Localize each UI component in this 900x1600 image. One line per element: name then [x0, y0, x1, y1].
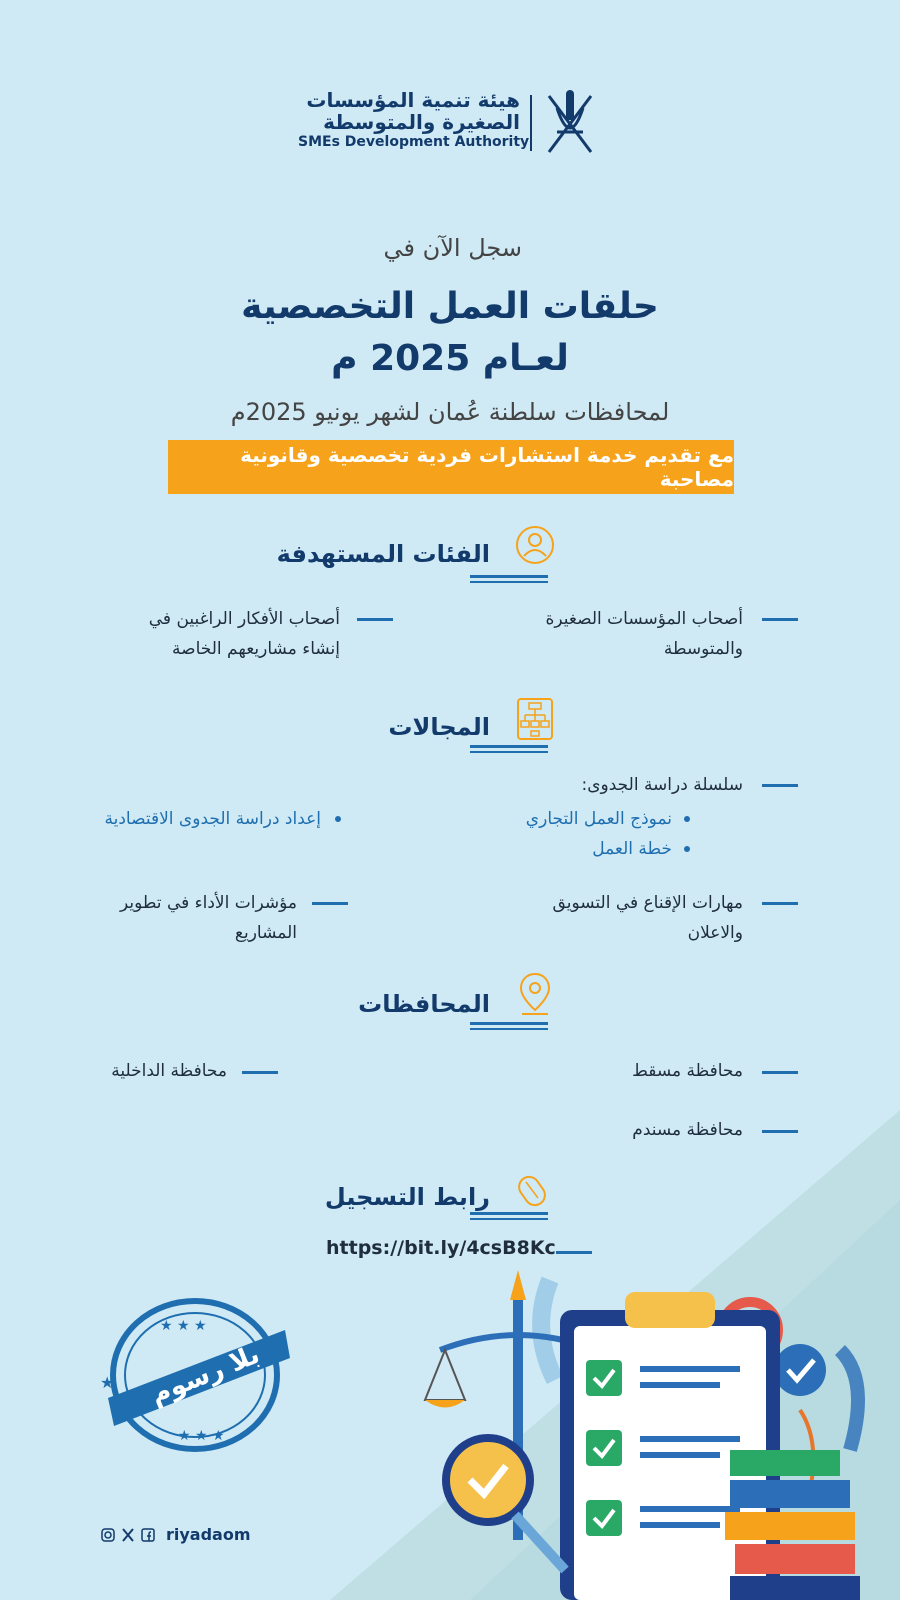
- bullet-dot: [335, 816, 341, 822]
- governorate-item: محافظة مسقط: [632, 1061, 743, 1081]
- logo-english: SMEs Development Authority: [298, 134, 530, 150]
- fields-item: مؤشرات الأداء في تطوير المشاريع: [119, 893, 297, 943]
- bullet-dot: [684, 816, 690, 822]
- location-pin-icon: [512, 970, 558, 1016]
- section-underline: [470, 581, 548, 583]
- item-dash: [556, 1251, 592, 1254]
- fields-bullet: إعداد دراسة الجدوى الاقتصادية: [104, 809, 321, 829]
- section-underline: [470, 1028, 548, 1030]
- governorate-item: محافظة مسندم: [632, 1120, 743, 1140]
- social-handle: [100, 1525, 251, 1544]
- svg-text:★: ★: [100, 1373, 115, 1392]
- registration-link[interactable]: https://bit.ly/4csB8Kc: [326, 1237, 556, 1259]
- target-group-item: أصحاب المؤسسات الصغيرة والمتوسطة: [545, 609, 743, 659]
- facebook-icon[interactable]: [140, 1527, 156, 1543]
- fields-bullet: خطة العمل: [592, 839, 672, 859]
- fields-series-title: سلسلة دراسة الجدوى:: [581, 775, 743, 795]
- fields-bullet: نموذج العمل التجاري: [525, 809, 672, 829]
- flowchart-icon: [512, 695, 558, 741]
- logo-arabic-line2: الصغيرة والمتوسطة: [323, 110, 520, 134]
- item-dash: [357, 618, 393, 621]
- item-dash: [312, 902, 348, 905]
- stamp-text: بلا رسوم: [146, 1339, 264, 1411]
- item-dash: [242, 1071, 278, 1074]
- fields-item: مهارات الإقناع في التسويق والاعلان: [552, 893, 743, 943]
- item-dash: [762, 784, 798, 787]
- item-dash: [762, 902, 798, 905]
- instagram-icon[interactable]: [100, 1527, 116, 1543]
- item-dash: [762, 618, 798, 621]
- item-dash: [762, 1130, 798, 1133]
- social-handle-text: riyadaom: [166, 1525, 251, 1544]
- page-title: حلقات العمل التخصصية: [241, 286, 659, 327]
- item-dash: [762, 1071, 798, 1074]
- consultation-banner: مع تقديم خدمة استشارات فردية تخصصية وقانونية مصاحبة: [168, 440, 734, 494]
- bullet-dot: [684, 846, 690, 852]
- governorate-item: محافظة الداخلية: [111, 1061, 227, 1081]
- section-underline: [470, 575, 548, 578]
- person-icon: [512, 522, 558, 568]
- x-icon[interactable]: [120, 1527, 136, 1543]
- governorates-title: المحافظات: [358, 990, 490, 1018]
- mouse-icon: [512, 1168, 558, 1214]
- section-underline: [470, 1022, 548, 1025]
- svg-text:★ ★ ★: ★ ★ ★: [160, 1318, 207, 1334]
- svg-text:★: ★: [272, 1333, 287, 1352]
- target-groups-title: الفئات المستهدفة: [276, 540, 490, 568]
- tagline: لمحافظات سلطنة عُمان لشهر يونيو 2025م: [230, 398, 670, 426]
- target-group-item: أصحاب الأفكار الراغبين في إنشاء مشاريعهم الخاصة: [148, 609, 340, 659]
- section-underline: [470, 745, 548, 748]
- fields-title: المجالات: [388, 713, 490, 741]
- section-underline: [470, 1218, 548, 1220]
- page-title-year: لعـام 2025 م: [331, 338, 569, 379]
- registration-title: رابط التسجيل: [324, 1183, 490, 1211]
- section-underline: [470, 751, 548, 753]
- oman-emblem-icon: [535, 88, 605, 158]
- clipboard-illustration: [400, 1270, 900, 1600]
- logo-arabic-line1: هيئة تنمية المؤسسات: [306, 88, 520, 112]
- subtitle: سجل الآن في: [383, 234, 522, 262]
- section-underline: [470, 1212, 548, 1215]
- logo-divider: [530, 95, 532, 151]
- svg-text:★ ★ ★: ★ ★ ★: [178, 1428, 225, 1444]
